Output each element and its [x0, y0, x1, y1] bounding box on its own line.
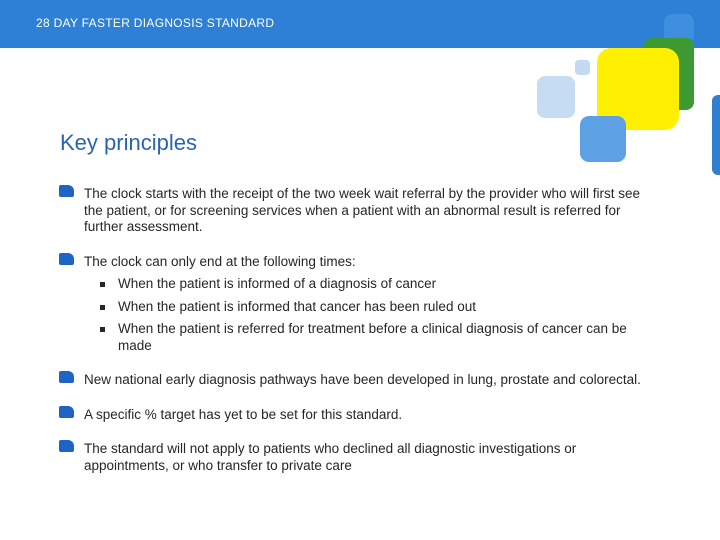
bullet-text: New national early diagnosis pathways have been developed in lung, prostate and colorectal.: [84, 372, 641, 387]
bullet-item: [58, 372, 658, 389]
bullet-list: [58, 186, 658, 492]
header-bar: [0, 0, 720, 48]
sub-bullet-text: When the patient is informed that cancer has been ruled out: [118, 298, 476, 314]
decorative-square-lightblue: [537, 76, 575, 118]
slide-title: Key principles: [60, 130, 197, 155]
sub-bullet-list: [84, 276, 658, 354]
sub-bullet-item: [84, 321, 658, 354]
bullet-item: [58, 254, 658, 355]
bullet-text: A specific % target has yet to be set for this standard.: [84, 406, 403, 422]
decorative-square-lightblue-tiny: [575, 60, 590, 75]
bullet-text: The clock starts with the receipt of the two week wait referral by the provider who will first see the patient, or for screening services when a patient with an abnormal result is referred for further assessment.: [84, 186, 640, 234]
bullet-marker-icon: [59, 185, 74, 197]
sub-bullet-text: When the patient is informed of a diagnosis of cancer: [118, 276, 437, 291]
square-bullet-icon: [100, 282, 105, 287]
decorative-square-blue-edge: [712, 95, 720, 175]
bullet-marker-icon: [59, 371, 74, 383]
decorative-square-blue-medium: [580, 116, 626, 162]
bullet-marker-icon: [59, 253, 74, 265]
square-bullet-icon: [100, 305, 105, 310]
header-title: 28 DAY FASTER DIAGNOSIS STANDARD: [36, 16, 275, 30]
bullet-text: The clock can only end at the following times:: [84, 253, 356, 269]
sub-bullet-item: [84, 299, 658, 316]
bullet-marker-icon: [59, 406, 74, 418]
bullet-text: The standard will not apply to patients who declined all diagnostic investigations or appointments, or who transfer to private care: [84, 441, 577, 473]
square-bullet-icon: [100, 327, 105, 332]
bullet-marker-icon: [59, 440, 74, 452]
sub-bullet-text: When the patient is referred for treatment before a clinical diagnosis of cancer can be made: [118, 321, 627, 353]
bullet-item: [58, 407, 658, 424]
bullet-item: [58, 441, 658, 474]
sub-bullet-item: [84, 276, 658, 293]
bullet-item: [58, 186, 658, 236]
